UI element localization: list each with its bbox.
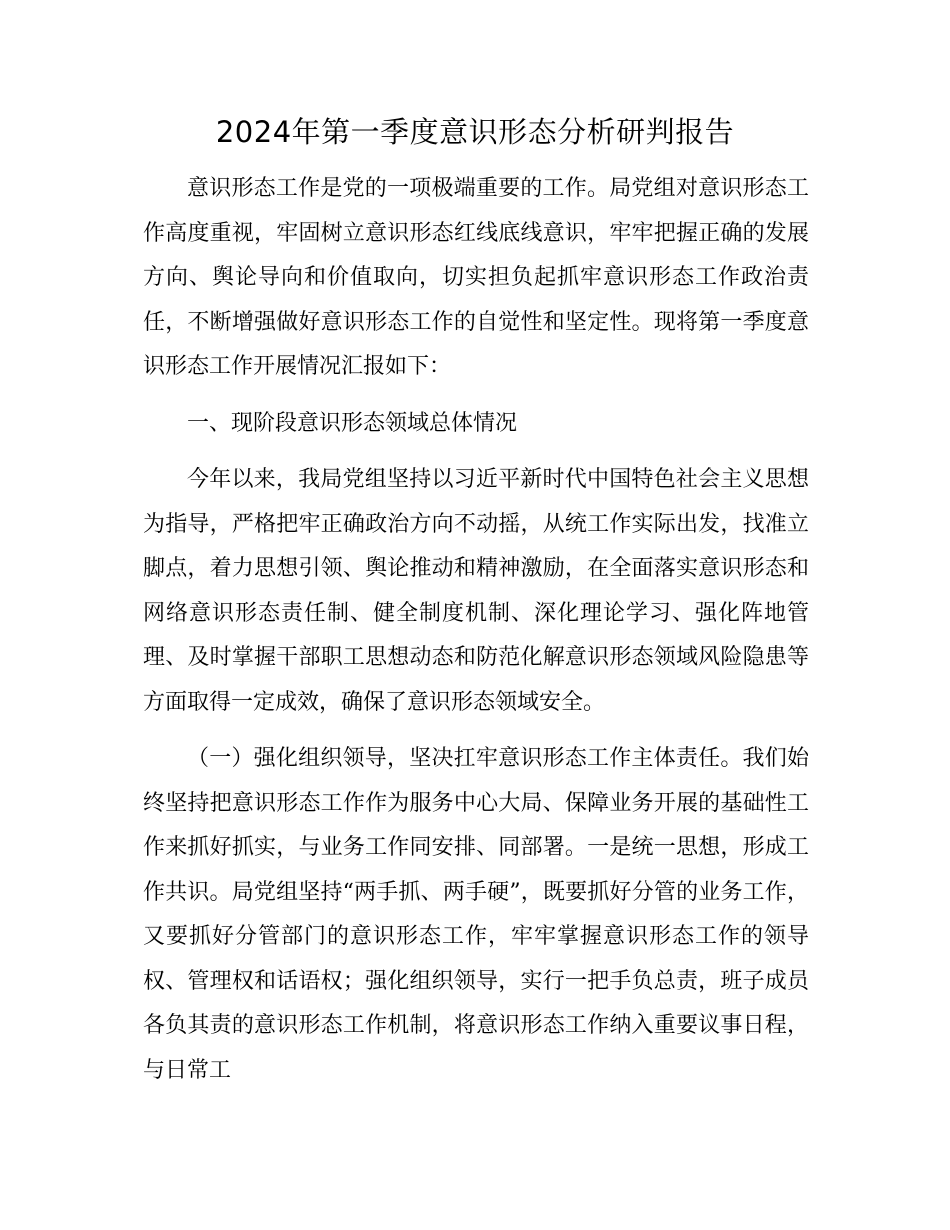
section-heading-1: 一、现阶段意识形态领域总体情况 [187, 410, 518, 436]
document-body [143, 167, 809, 1093]
paragraph-intro: 意识形态工作是党的一项极端重要的工作。局党组对意识形态工作高度重视，牢固树立意识形态红线底线意识，牢牢把握正确的发展方向、舆论导向和价值取向，切实担负起抓牢意识形态工作政治责任，不断增强做好意识形态工作的自觉性和坚定性。现将第一季度意识形态工作开展情况汇报如下： [143, 176, 809, 379]
paragraph-subsection-1: （一）强化组织领导，坚决扛牢意识形态工作主体责任。我们始终坚持把意识形态工作作为服务中心大局、保障业务开展的基础性工作来抓好抓实，与业务工作同安排、同部署。一是统一思想，形成工作共识。局党组坚持“两手抓、两手硬”，既要抓好分管的业务工作，又要抓好分管部门的意识形态工作，牢牢掌握意识形态工作的领导权、管理权和话语权；强化组织领导，实行一把手负总责，班子成员各负其责的意识形态工作机制，将意识形态工作纳入重要议事日程，与日常工 [143, 746, 809, 1083]
paragraph-overview: 今年以来，我局党组坚持以习近平新时代中国特色社会主义思想为指导，严格把牢正确政治方向不动摇，从统工作实际出发，找准立脚点，着力思想引领、舆论推动和精神激励，在全面落实意识形态和网络意识形态责任制、健全制度机制、深化理论学习、强化阵地管理、及时掌握干部职工思想动态和防范化解意识形态领域风险隐患等方面取得一定成效，确保了意识形态领域安全。 [143, 467, 809, 715]
document-title: 2024年第一季度意识形态分析研判报告 [215, 115, 735, 149]
